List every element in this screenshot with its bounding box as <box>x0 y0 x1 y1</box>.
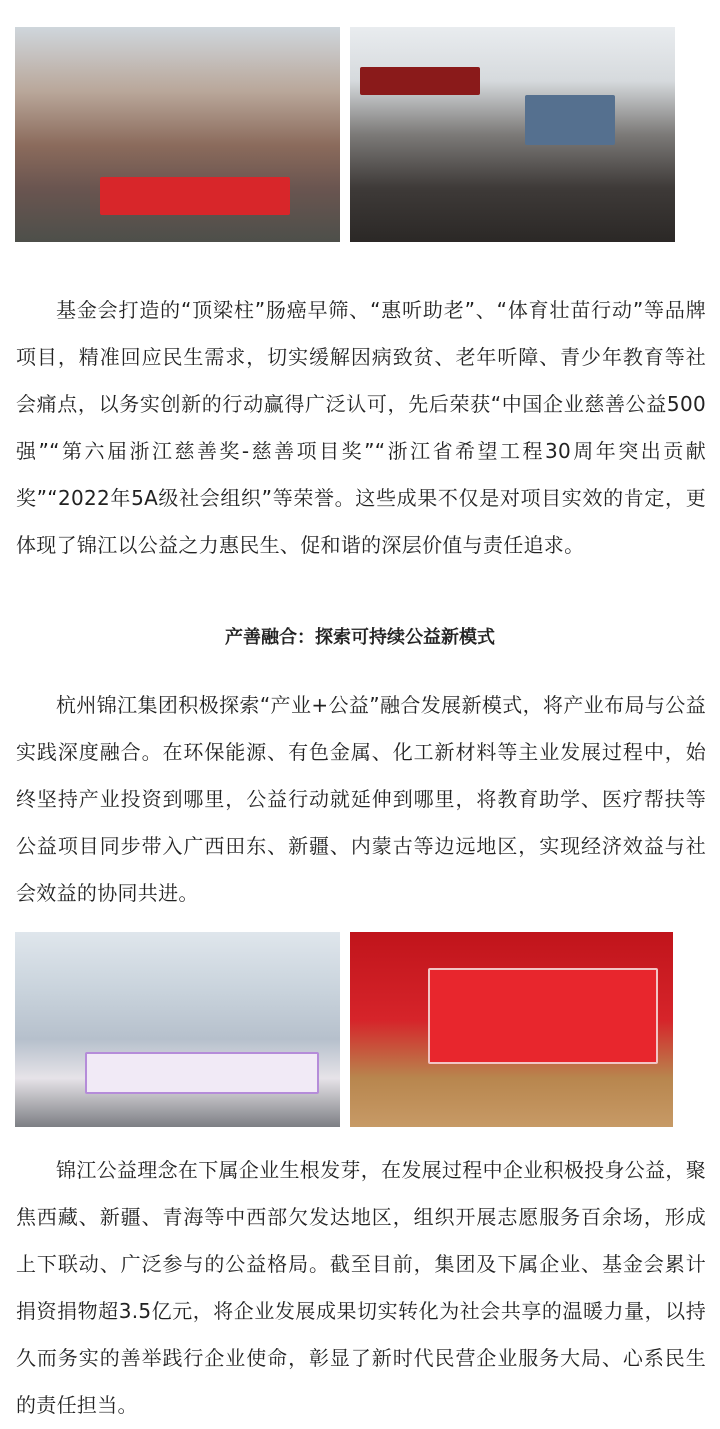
photo-elderly-hearing-event <box>15 27 340 242</box>
photo-children-summer-camp <box>15 932 340 1127</box>
photo-screen <box>428 968 658 1064</box>
section-heading: 产善融合：探索可持续公益新模式 <box>225 627 495 648</box>
paragraph-subsidiaries: 锦江公益理念在下属企业生根发芽，在发展过程中企业积极投身公益，聚焦西藏、新疆、青海等中西部欠发达地区，组织开展志愿服务百余场，形成上下联动、广泛参与的公益格局。截至目前，集团及下属企业、基金会累计捐资捐物超3.5亿元，将企业发展成果切实转化为社会共享的温暖力量，以持久而务实的善举践行企业使命，彰显了新时代民营企业服务大局、心系民生的责任担当。 <box>16 1158 706 1417</box>
photo-launch-ceremony <box>350 932 673 1127</box>
photo-conference-hall <box>350 27 675 242</box>
photo-screen <box>525 95 615 145</box>
photo-banner <box>100 177 290 215</box>
photo-banner <box>85 1052 319 1094</box>
photo-banner <box>360 67 480 95</box>
paragraph-brand-projects: 基金会打造的“顶梁柱”肠癌早筛、“惠听助老”、“体育壮苗行动”等品牌项目，精准回应民生需求，切实缓解因病致贫、老年听障、青少年教育等社会痛点，以务实创新的行动赢得广泛认可，先后荣获“中国企业慈善公益500强”“第六届浙江慈善奖-慈善项目奖”“浙江省希望工程30周年突出贡献奖”“2022年5A级社会组织”等荣誉。这些成果不仅是对项目实效的肯定，更体现了锦江以公益之力惠民生、促和谐的深层价值与责任追求。 <box>16 298 706 557</box>
paragraph-industry-charity: 杭州锦江集团积极探索“产业+公益”融合发展新模式，将产业布局与公益实践深度融合。在环保能源、有色金属、化工新材料等主业发展过程中，始终坚持产业投资到哪里，公益行动就延伸到哪里，将教育助学、医疗帮扶等公益项目同步带入广西田东、新疆、内蒙古等边远地区，实现经济效益与社会效益的协同共进。 <box>16 693 706 905</box>
